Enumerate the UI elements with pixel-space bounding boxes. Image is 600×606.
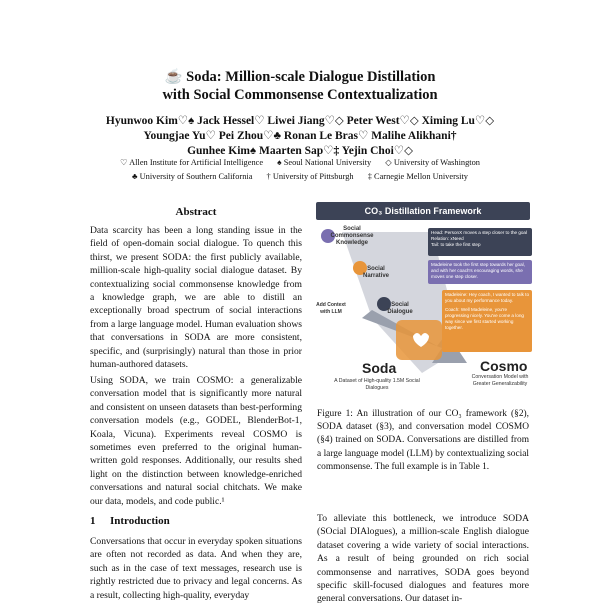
stage-dialogue-label: Social Dialogue bbox=[387, 302, 413, 315]
title-line-1: Soda: Million-scale Dialogue Distillation bbox=[186, 69, 436, 85]
figure-1 bbox=[312, 198, 534, 398]
affiliation: ◇ University of Washington bbox=[385, 158, 480, 167]
knowledge-bullet: Head: PersonX moves a step closer to the goal bbox=[431, 230, 528, 235]
knowledge-bullet: Tail: to take the first step bbox=[431, 242, 481, 247]
cosmo-name: Cosmo bbox=[480, 358, 528, 374]
dialogue-line: Coach: Well Madeleine, you're progressing nicely. You've come a long way since we first started working together. bbox=[445, 307, 524, 330]
paper-title bbox=[0, 68, 600, 104]
cosmo-description: Conversation Model with Greater Generalizability bbox=[471, 374, 529, 387]
stage-narrative-label: Social Narrative bbox=[362, 266, 389, 279]
narrative-box: Madeleine took the first step towards her goal, and with her coach's encouraging words, she moves one step closer. bbox=[428, 260, 532, 284]
figure-caption: Figure 1: An illustration of our CO₃ framework (§2), SODA dataset (§3), and conversation model COSMO (§4) trained on SODA. Conversations are distilled from a large language model (LLM) by contextualizing social commonsense. The full example is in Table 1. bbox=[317, 409, 529, 472]
soda-name: Soda bbox=[362, 360, 397, 376]
affiliation: ♣ University of Southern California bbox=[132, 172, 253, 181]
right-body-paragraph: To alleviate this bottleneck, we introduce SODA (SOcial DIAlogues), a million-scale English dialogue dataset covering a wide variety of social interactions. As a result of being grounded on rich social commonsense and narratives, SODA goes beyond specific skill-focused dialogues and features more general conversations. Our dataset in- bbox=[317, 513, 529, 605]
author-line: Gunhee Kim♠ Maarten Sap♡‡ Yejin Choi♡◇ bbox=[187, 145, 413, 157]
section-title: Introduction bbox=[110, 515, 170, 527]
section-number: 1 bbox=[90, 515, 96, 527]
abstract-heading: Abstract bbox=[175, 206, 217, 218]
figure-title: CO₃ Distillation Framework bbox=[316, 202, 530, 220]
add-context-label: Add Context with LLM bbox=[316, 302, 346, 315]
affiliation: † University of Pittsburgh bbox=[266, 172, 354, 181]
dialogue-box bbox=[442, 290, 532, 352]
dialogue-line: Madeleine: Hey coach, I wanted to talk to you about my performance today. bbox=[445, 292, 530, 303]
affiliation: ♡ Allen Institute for Artificial Intelligence bbox=[119, 158, 264, 167]
affiliation: ♠ Seoul National University bbox=[277, 158, 372, 167]
author-line: Youngjae Yu♡ Pei Zhou♡♣ Ronan Le Bras♡ Malihe Alikhani† bbox=[143, 130, 457, 142]
abstract-paragraph-1: Data scarcity has been a long standing issue in the field of open-domain social dialogue. To quench this thirst, we present SODA: the first publicly available, million-scale high-quality social dialogue dataset. By contextualizing social commonsense knowledge from a knowledge graph, we are able to distill an exceptionally broad spectrum of social interactions from a large language model. Human evaluation shows that conversations in SODA are more consistent, specific, and (surprisingly) natural than those in prior human-authored datasets. bbox=[90, 225, 302, 371]
knowledge-bullet: Relation: xNeed bbox=[431, 236, 464, 241]
stage-commonsense-label: Social Commonsense Knowledge bbox=[330, 226, 374, 246]
author-line: Hyunwoo Kim♡♠ Jack Hessel♡ Liwei Jiang♡◇ Peter West♡◇ Ximing Lu♡◇ bbox=[105, 115, 495, 127]
affiliations bbox=[40, 156, 560, 184]
knowledge-box bbox=[428, 228, 532, 256]
author-list bbox=[40, 114, 560, 159]
affiliation: ‡ Carnegie Mellon University bbox=[367, 172, 468, 181]
abstract-paragraph-2: Using SODA, we train COSMO: a generalizable conversation model that is significantly more natural and consistent on unseen datasets than best-performing conversation models (e.g., GODEL, BlenderBot-1, Koala, Vicuna). Experiments reveal COSMO is sometimes even preferred to the original human-written gold responses. Additionally, our results shed light on the distinction between knowledge-enriched conversations and natural social chitchats. We make our data, models, and code public.¹ bbox=[90, 375, 302, 507]
intro-paragraph: Conversations that occur in everyday spoken situations are often not recorded as data. And when they are, such as in the case of text messages, research use is rightly restricted due to privacy and legal concerns. As a result, collecting high-quality, everyday bbox=[90, 536, 302, 601]
section-heading-introduction bbox=[90, 515, 170, 527]
soda-cup-icon: ☕ bbox=[164, 69, 183, 85]
soda-description: A Dataset of High-quality 1.5M Social Dialogues bbox=[334, 378, 420, 391]
title-line-2: with Social Commonsense Contextualization bbox=[162, 87, 438, 103]
